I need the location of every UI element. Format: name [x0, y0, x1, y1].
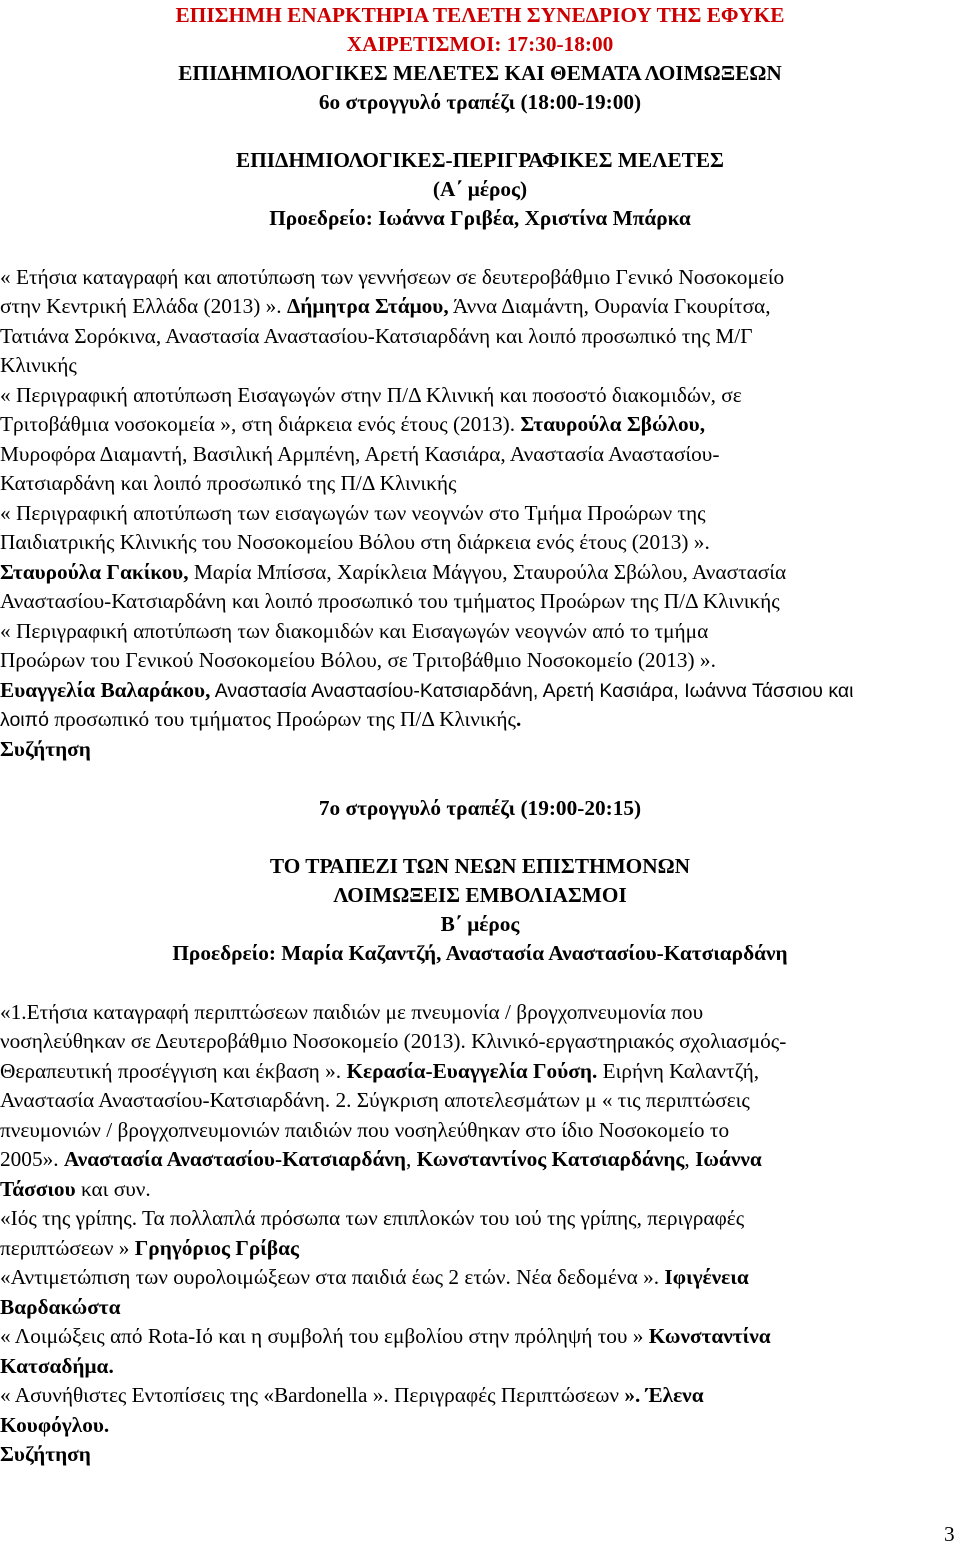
- author-name: Ιφιγένεια: [664, 1265, 749, 1289]
- session7-discussion: Συζήτηση: [0, 1442, 91, 1466]
- text-run: περιπτώσεων »: [0, 1236, 135, 1260]
- session7-line: «Ιός της γρίπης. Τα πολλαπλά πρόσωπα των επιπλοκών του ιού της γρίπης, περιγραφές: [0, 1206, 745, 1230]
- session6-line: Παιδιατρικής Κλινικής του Νοσοκομείου Βόλου στη διάρκεια ενός έτους (2013) ».: [0, 530, 710, 554]
- text-run: λοιπό: [0, 709, 49, 731]
- text-run: Αναστασία Αναστασίου-Κατσιαρδάνη, Αρετή Κασιάρα, Ιωάννα Τάσσιου και: [210, 680, 854, 702]
- text-run: .: [515, 707, 522, 731]
- text-run: προσωπικό του τμήματος Προώρων της Π/Δ Κλινικής: [48, 707, 516, 731]
- session6-line: [0, 409, 705, 439]
- text-run: στην Κεντρική Ελλάδα (2013) ».: [0, 294, 287, 318]
- author-name: Τάσσιου: [0, 1177, 76, 1201]
- roundtable-6-heading: 6ο στρογγυλό τραπέζι (18:00-19:00): [318, 90, 642, 114]
- session6-line: « Ετήσια καταγραφή και αποτύπωση των γεννήσεων σε δευτεροβάθμιο Γενικό Νοσοκομείο: [0, 265, 785, 289]
- text-run: 2005».: [0, 1147, 64, 1171]
- author-name: Σταυρούλα Γακίκου,: [0, 560, 189, 584]
- session7-line: [0, 1056, 759, 1086]
- text-run: ,: [405, 1147, 417, 1171]
- author-name: Ιωάννα: [695, 1147, 762, 1171]
- session6-line: Κλινικής: [0, 353, 77, 377]
- session7-line: πνευμονιών / βρογχοπνευμονιών παιδιών που νοσηλεύθηκαν στο ίδιο Νοσοκομείο το: [0, 1118, 730, 1142]
- author-name: Δήμητρα Στάμου,: [286, 294, 449, 318]
- author-name: ». Έλενα: [624, 1383, 704, 1407]
- author-name: Κωνσταντίνος Κατσιαρδάνης: [416, 1147, 685, 1171]
- text-run: ,: [684, 1147, 696, 1171]
- session6-chairs: Προεδρείο: Ιωάννα Γριβέα, Χριστίνα Μπάρκα: [269, 206, 691, 230]
- text-run: Θεραπευτική προσέγγιση και έκβαση ».: [0, 1059, 347, 1083]
- roundtable-7-heading: 7ο στρογγυλό τραπέζι (19:00-20:15): [318, 796, 642, 820]
- session6-line: Τατιάνα Σορόκινα, Αναστασία Αναστασίου-Κατσιαρδάνη και λοιπό προσωπικό της Μ/Γ: [0, 324, 753, 348]
- session6-discussion: Συζήτηση: [0, 737, 91, 761]
- author-name: Ευαγγελία Βαλαράκου,: [0, 678, 211, 702]
- author-name: Κερασία-Ευαγγελία Γούση.: [346, 1059, 598, 1083]
- text-run: Άννα Διαμάντη, Ουρανία Γκουρίτσα,: [448, 294, 771, 318]
- text-run: Ειρήνη Καλαντζή,: [597, 1059, 760, 1083]
- session7-part: Β΄ μέρος: [440, 912, 520, 936]
- text-run: «Αντιμετώπιση των ουρολοιμώξεων στα παιδιά έως 2 ετών. Νέα δεδομένα ».: [0, 1265, 665, 1289]
- session6-line: Προώρων του Γενικού Νοσοκομείου Βόλου, σε Τριτοβάθμιο Νοσοκομείο (2013) ».: [0, 648, 716, 672]
- author-name: Γρηγόριος Γρίβας: [134, 1236, 300, 1260]
- session6-line: Μυροφόρα Διαμαντή, Βασιλική Αρμπένη, Αρετή Κασιάρα, Αναστασία Αναστασίου-: [0, 442, 720, 466]
- text-run: « Ασυνήθιστες Εντοπίσεις της «Bardonella ». Περιγραφές Περιπτώσεων: [0, 1383, 625, 1407]
- session7-chairs: Προεδρείο: Μαρία Καζαντζή, Αναστασία Αναστασίου-Κατσιαρδάνη: [172, 941, 788, 965]
- session7-line: [0, 1321, 771, 1351]
- page-number: 3: [944, 1522, 955, 1546]
- session7-line: [0, 1144, 762, 1174]
- section-title: ΕΠΙΔΗΜΙΟΛΟΓΙΚΕΣ ΜΕΛΕΤΕΣ ΚΑΙ ΘΕΜΑΤΑ ΛΟΙΜΩΞΕΩΝ: [178, 61, 782, 85]
- session6-title: ΕΠΙΔΗΜΙΟΛΟΓΙΚΕΣ-ΠΕΡΙΓΡΑΦΙΚΕΣ ΜΕΛΕΤΕΣ: [236, 148, 724, 172]
- session6-line: Αναστασίου-Κατσιαρδάνη και λοιπό προσωπικό του τμήματος Προώρων της Π/Δ Κλινικής: [0, 589, 780, 613]
- session7-line: [0, 1262, 749, 1292]
- text-run: Τριτοβάθμια νοσοκομεία », στη διάρκεια ενός έτους (2013).: [0, 412, 521, 436]
- author-name: Κωνσταντίνα: [648, 1324, 771, 1348]
- session6-line: [0, 557, 786, 587]
- session6-line: Κατσιαρδάνη και λοιπό προσωπικό της Π/Δ Κλινικής: [0, 471, 457, 495]
- session6-line: « Περιγραφική αποτύπωση των εισαγωγών των νεογνών στο Τμήμα Προώρων της: [0, 501, 706, 525]
- ceremony-title: ΕΠΙΣΗΜΗ ΕΝΑΡΚΤΗΡΙΑ ΤΕΛΕΤΗ ΣΥΝΕΔΡΙΟΥ ΤΗΣ ΕΦΥΚΕ: [175, 3, 785, 27]
- session6-line: [0, 675, 854, 706]
- session7-line: Αναστασία Αναστασίου-Κατσιαρδάνη. 2. Σύγκριση αποτελεσμάτων μ « τις περιπτώσεις: [0, 1088, 750, 1112]
- session7-line: [0, 1380, 704, 1410]
- text-run: και συν.: [75, 1177, 151, 1201]
- session7-line: [0, 1174, 151, 1204]
- session7-line: [0, 1233, 299, 1263]
- session6-line: « Περιγραφική αποτύπωση των διακομιδών και Εισαγωγών νεογνών από το τμήμα: [0, 619, 709, 643]
- greetings-time: ΧΑΙΡΕΤΙΣΜΟΙ: 17:30-18:00: [346, 32, 614, 56]
- text-run: « Λοιμώξεις από Rota-Ιό και η συμβολή του εμβολίου στην πρόληψή του »: [0, 1324, 649, 1348]
- session7-line: Βαρδακώστα: [0, 1295, 121, 1319]
- session7-line: Κατσαδήμα.: [0, 1354, 114, 1378]
- author-name: Αναστασία Αναστασίου-Κατσιαρδάνη: [63, 1147, 406, 1171]
- session6-part: (Α΄ μέρος): [432, 177, 528, 201]
- session6-line: [0, 291, 771, 321]
- session7-line: νοσηλεύθηκαν σε Δευτεροβάθμιο Νοσοκομείο (2013). Κλινικό-εργαστηριακός σχολιασμός-: [0, 1029, 787, 1053]
- text-run: Μαρία Μπίσσα, Χαρίκλεια Μάγγου, Σταυρούλα Σβώλου, Αναστασία: [188, 560, 787, 584]
- author-name: Σταυρούλα Σβώλου,: [520, 412, 706, 436]
- session7-line: «1.Ετήσια καταγραφή περιπτώσεων παιδιών με πνευμονία / βρογχοπνευμονία που: [0, 1000, 704, 1024]
- session7-line: Κουφόγλου.: [0, 1413, 110, 1437]
- session6-line: [0, 704, 521, 735]
- session7-subtitle: ΛΟΙΜΩΞΕΙΣ ΕΜΒΟΛΙΑΣΜΟΙ: [333, 883, 627, 907]
- session7-title: ΤΟ ΤΡΑΠΕΖΙ ΤΩΝ ΝΕΩΝ ΕΠΙΣΤΗΜΟΝΩΝ: [269, 854, 691, 878]
- session6-line: « Περιγραφική αποτύπωση Εισαγωγών στην Π/Δ Κλινική και ποσοστό διακομιδών, σε: [0, 383, 742, 407]
